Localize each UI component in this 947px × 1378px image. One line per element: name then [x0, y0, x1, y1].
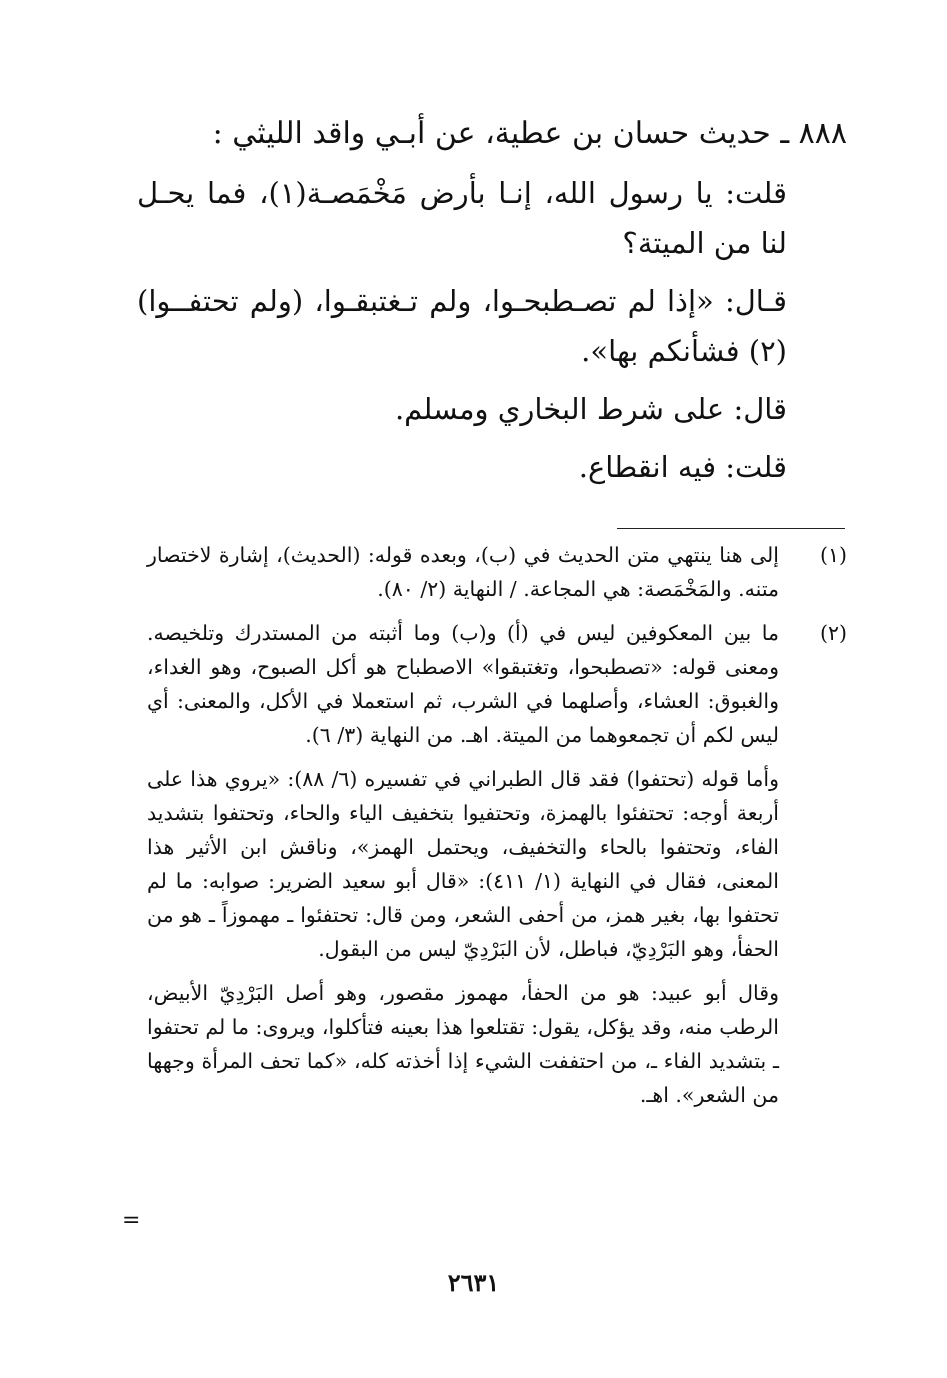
hadith-title: ٨٨٨ ـ حديث حسان بن عطية، عن أبـي واقد الليثي :: [212, 116, 847, 151]
hadith-answer: قـال: «إذا لم تصـطبحـوا، ولم تـغتبقـوا، (ولم تحتفــوا)(٢) فشأنكم بها».: [137, 284, 787, 368]
footnote-number: (٢): [819, 621, 847, 645]
footnote-separator: [617, 528, 845, 529]
continuation-mark: =: [122, 1208, 141, 1233]
footnotes: [147, 538, 847, 1122]
footnote-1: [147, 538, 847, 606]
hadith-verdict: قال: على شرط البخاري ومسلم.: [394, 392, 787, 426]
footnote-text: إلى هنا ينتهي متن الحديث في (ب)، وبعده قوله: (الحديث)، إشارة لاختصار متنه. والمَخْمَصة: هي المجاعة. / النهاية (٢/ ٨٠).: [147, 543, 779, 601]
footnote-2-continuation: وأما قوله (تحتفوا) فقد قال الطبراني في تفسيره (٦/ ٨٨): «يروي هذا على أربعة أوجه: تحتفئوا بالهمزة، وتحتفيوا بتخفيف الياء والحاء، وتحتفوا بتشديد الفاء، وتحتفوا بالحاء والتخفيف، ويحتمل الهمز»، وناقش ابن الأثير هذا المعنى، فقال في النهاية (١/ ٤١١): «قال أبو سعيد الضرير: صوابه: ما لم تحتفوا بها، بغير همز، من أحفى الشعر، ومن قال: تحتفئوا ـ مهموزاً ـ هو من الحفأ، وهو البَرْدِيّ، فباطل، لأن البَرْدِيّ ليس من البقول.: [147, 767, 779, 961]
hadith-comment: قلت: فيه انقطاع.: [578, 450, 787, 484]
hadith-block: [137, 108, 847, 492]
footnote-number: (١): [819, 543, 847, 567]
footnote-2: [147, 616, 847, 752]
hadith-question: قلت: يا رسول الله، إنـا بأرض مَخْمَصـة(١)، فما يحـل لنا من الميتة؟: [137, 176, 787, 260]
page-number: ٢٦٣١: [447, 1268, 500, 1297]
footnote-2-continuation: وقال أبو عبيد: هو من الحفأ، مهموز مقصور، وهو أصل البَرْدِيّ الأبيض، الرطب منه، وقد يؤكل، يقول: تقتلعوا هذا بعينه فتأكلوا، ويروى: ما لم تحتفوا ـ بتشديد الفاء ـ، من احتففت الشيء إذا أخذته كله، «كما تحف المرأة وجهها من الشعر». اهـ.: [147, 981, 779, 1107]
footnote-text: ما بين المعكوفين ليس في (أ) و(ب) وما أثبته من المستدرك وتلخيصه. ومعنى قوله: «تصطبحوا، وتغتبقوا» الاصطباح هو أكل الصبوح، وهو الغداء، والغبوق: العشاء، وأصلهما في الشرب، ثم استعملا في الأكل، والمعنى: أي ليس لكم أن تجمعوهما من الميتة. اهـ. من النهاية (٣/ ٦).: [147, 621, 779, 747]
